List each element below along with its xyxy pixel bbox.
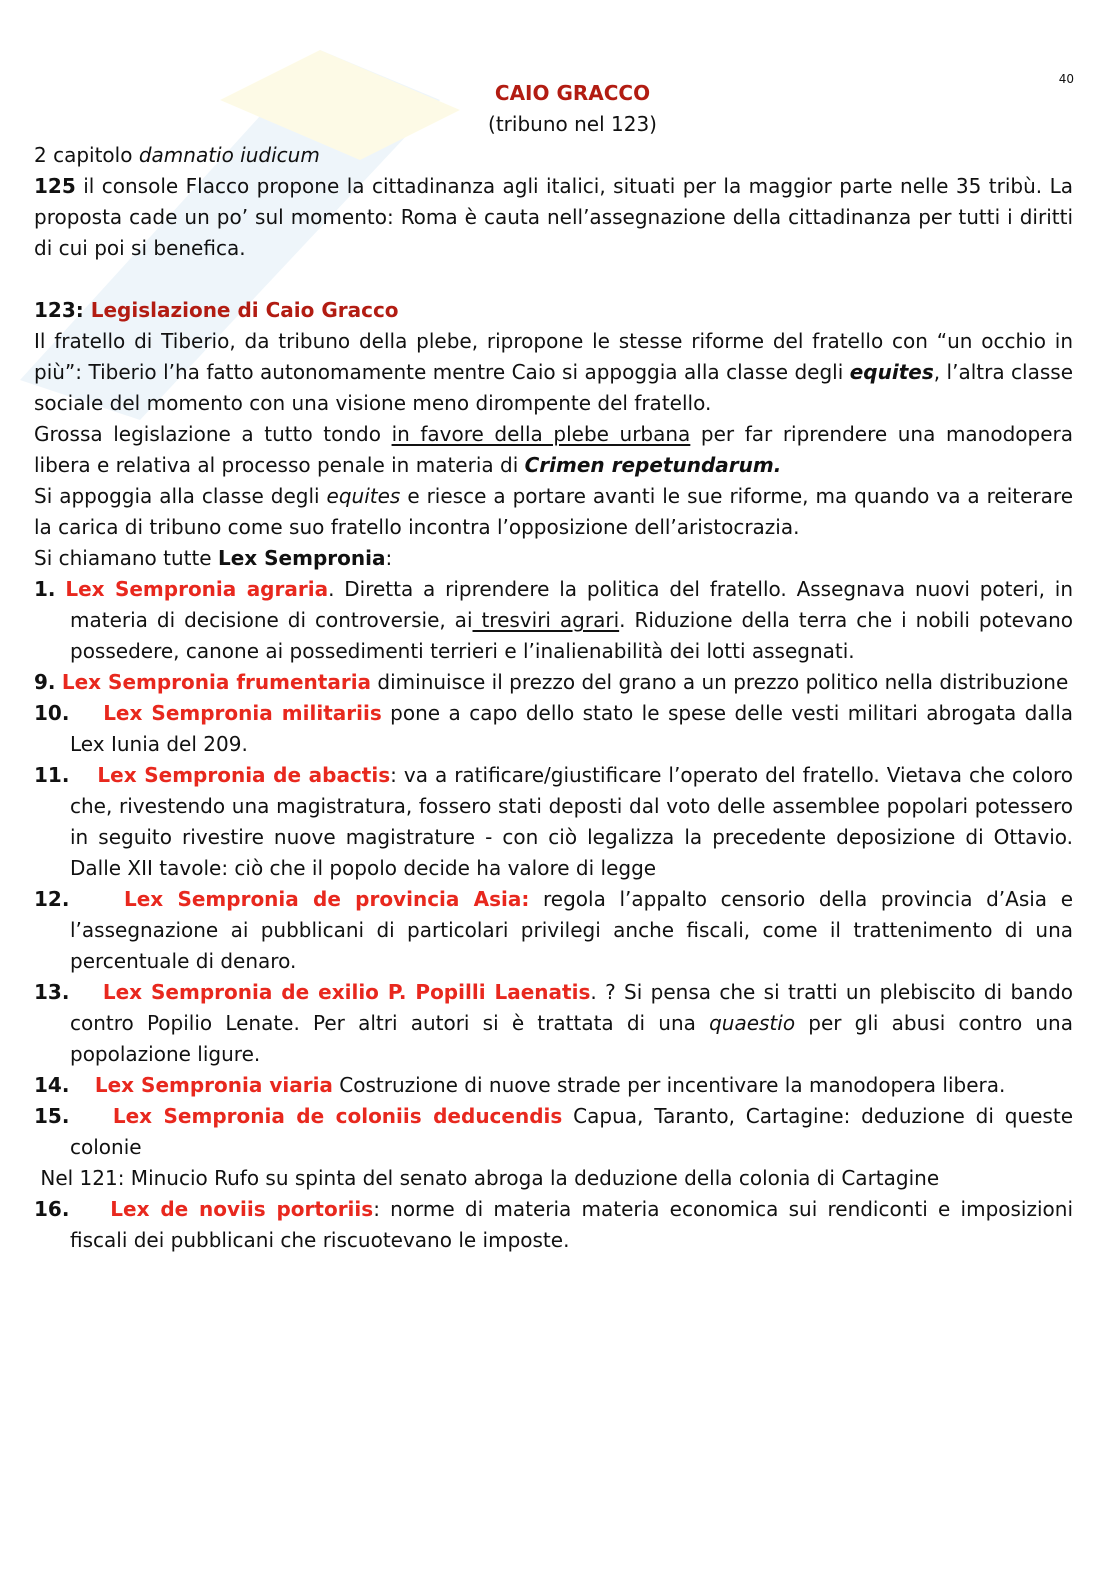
section-heading: 123: Legislazione di Caio Gracco <box>34 298 399 322</box>
list-item: 11. Lex Sempronia de abactis: va a ratificare/giustificare l’operato del fratello. Vietava che coloro che, rivestendo una magistratura, fossero stati deposti dal voto delle assemblee popolari potessero in seguito rivestire nuove magistrature - con ciò legalizza la precedente deposizione di Ottavio. Dalle XII tavole: ciò che il popolo decide ha valore di legge <box>34 763 1074 880</box>
page-title: CAIO GRACCO <box>494 81 651 105</box>
list-item: 16. Lex de noviis portoriis: norme di materia materia economica sui rendiconti e imposizioni fiscali dei pubblicani che riscuotevano le imposte. <box>34 1197 1074 1252</box>
list-item: 14. Lex Sempronia viaria Costruzione di nuove strade per incentivare la manodopera libera. <box>34 1073 1006 1097</box>
note: Nel 121: Minucio Rufo su spinta del senato abroga la deduzione della colonia di Cartagine <box>34 1166 940 1190</box>
paragraph: 125 il console Flacco propone la cittadinanza agli italici, situati per la maggior parte nelle 35 tribù. La proposta cade un po’ sul momento: Roma è cauta nell’assegnazione della cittadinanza per tutti i diritti di cui poi si benefica. <box>34 174 1073 260</box>
paragraph: Si appoggia alla classe degli equites e riesce a portare avanti le sue riforme, ma quando va a reiterare la carica di tribuno come suo fratello incontra l’opposizione dell’aristocrazia. <box>34 484 1073 539</box>
list-item: 15. Lex Sempronia de coloniis deducendis Capua, Taranto, Cartagine: deduzione di queste colonie <box>34 1104 1073 1159</box>
list-item: 10. Lex Sempronia militariis pone a capo dello stato le spese delle vesti militari abrogata dalla Lex Iunia del 209. <box>34 701 1074 756</box>
document-body <box>34 78 1073 1256</box>
page-subtitle: (tribuno nel 123) <box>488 112 657 136</box>
paragraph: 2 capitolo damnatio iudicum <box>34 143 320 167</box>
paragraph: Il fratello di Tiberio, da tribuno della plebe, ripropone le stesse riforme del fratello con “un occhio in più”: Tiberio l’ha fatto autonomamente mentre Caio si appoggia alla classe degli equites, l’altra classe sociale del momento con una visione meno dirompente del fratello. <box>34 329 1073 415</box>
paragraph: Grossa legislazione a tutto tondo in favore della plebe urbana per far riprendere una manodopera libera e relativa al processo penale in materia di Crimen repetundarum. <box>34 422 1074 477</box>
list-item: 13. Lex Sempronia de exilio P. Popilli Laenatis. ? Si pensa che si tratti un plebiscito di bando contro Popilio Lenate. Per altri autori si è trattata di una quaestio per gli abusi contro una popolazione ligure. <box>34 980 1074 1066</box>
page-number: 40 <box>1058 72 1074 86</box>
paragraph: Si chiamano tutte Lex Sempronia: <box>34 546 393 570</box>
list-item: 9. Lex Sempronia frumentaria diminuisce il prezzo del grano a un prezzo politico nella distribuzione <box>34 670 1069 694</box>
list-item: 1. Lex Sempronia agraria. Diretta a riprendere la politica del fratello. Assegnava nuovi poteri, in materia di decisione di controversie, ai tresviri agrari. Riduzione della terra che i nobili potevano possedere, canone ai possedimenti terrieri e l’inalienabilità dei lotti assegnati. <box>34 577 1073 663</box>
list-item: 12. Lex Sempronia de provincia Asia: regola l’appalto censorio della provincia d’Asia e l’assegnazione ai pubblicani di particolari privilegi anche fiscali, come il trattenimento di una percentuale di denaro. <box>34 887 1074 973</box>
